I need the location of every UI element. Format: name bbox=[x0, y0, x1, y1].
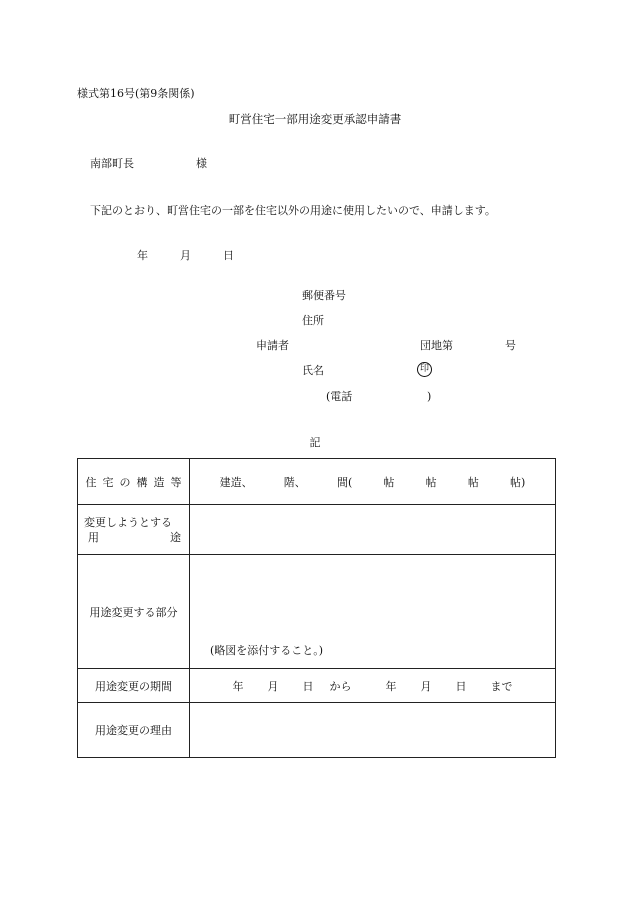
tel-close: ) bbox=[427, 390, 432, 403]
changed-part-label: 用途変更する部分 bbox=[78, 555, 190, 669]
ki-heading: 記 bbox=[309, 436, 321, 449]
address-label: 住所 bbox=[302, 314, 324, 327]
date-year: 年 bbox=[137, 249, 148, 262]
period-item: 日 bbox=[302, 679, 314, 693]
structure-item: 階、 bbox=[283, 475, 306, 489]
period-item: 年 bbox=[232, 679, 244, 693]
application-table bbox=[77, 458, 556, 758]
structure-label: 住宅の構造等 bbox=[78, 459, 190, 505]
period-item: 年 bbox=[385, 679, 397, 693]
date-day: 日 bbox=[223, 249, 234, 262]
structure-item: 帖 bbox=[467, 475, 479, 489]
period-item: 月 bbox=[267, 679, 279, 693]
period-item: から bbox=[329, 679, 352, 693]
period-item: 日 bbox=[455, 679, 467, 693]
structure-item: 建造、 bbox=[219, 475, 253, 489]
new-use-label-char1: 用 bbox=[88, 530, 99, 544]
period-item: まで bbox=[490, 679, 513, 693]
lead-text: 下記のとおり、町営住宅の一部を住宅以外の用途に使用したいので、申請します。 bbox=[90, 204, 496, 217]
addressee-honorific: 様 bbox=[196, 157, 207, 170]
new-use-field[interactable] bbox=[190, 505, 556, 555]
date-month: 月 bbox=[180, 249, 191, 262]
period-field[interactable] bbox=[190, 669, 556, 703]
new-use-label bbox=[78, 505, 190, 555]
reason-label: 用途変更の理由 bbox=[78, 703, 190, 758]
table-row-period bbox=[78, 669, 556, 703]
document-title: 町営住宅一部用途変更承認申請書 bbox=[228, 112, 402, 126]
period-item: 月 bbox=[420, 679, 432, 693]
danchi-label: 団地第 bbox=[420, 339, 453, 352]
structure-item: 間( bbox=[336, 475, 353, 489]
tel-label: (電話 bbox=[326, 390, 353, 403]
table-row-part bbox=[78, 555, 556, 669]
addressee bbox=[90, 157, 207, 170]
table-row-reason bbox=[78, 703, 556, 758]
postal-code-label: 郵便番号 bbox=[302, 289, 346, 302]
addressee-name: 南部町長 bbox=[90, 157, 134, 170]
table-row-use bbox=[78, 505, 556, 555]
new-use-label-line1: 変更しようとする bbox=[84, 515, 172, 529]
changed-part-field[interactable] bbox=[190, 555, 556, 669]
applicant-label: 申請者 bbox=[256, 339, 289, 352]
structure-field[interactable] bbox=[190, 459, 556, 505]
new-use-label-char2: 途 bbox=[170, 530, 181, 544]
table-row-structure bbox=[78, 459, 556, 505]
seal-icon: 印 bbox=[417, 362, 432, 377]
structure-item: 帖 bbox=[425, 475, 437, 489]
application-date bbox=[137, 250, 234, 261]
form-number: 様式第16号(第9条関係) bbox=[77, 87, 195, 100]
structure-item: 帖) bbox=[510, 475, 526, 489]
period-label: 用途変更の期間 bbox=[78, 669, 190, 703]
go-label: 号 bbox=[505, 339, 516, 352]
structure-item: 帖 bbox=[383, 475, 395, 489]
telephone-field bbox=[326, 390, 432, 403]
reason-field[interactable] bbox=[190, 703, 556, 758]
name-label: 氏名 bbox=[302, 364, 324, 377]
sketch-note: (略図を添付すること。) bbox=[210, 644, 324, 657]
